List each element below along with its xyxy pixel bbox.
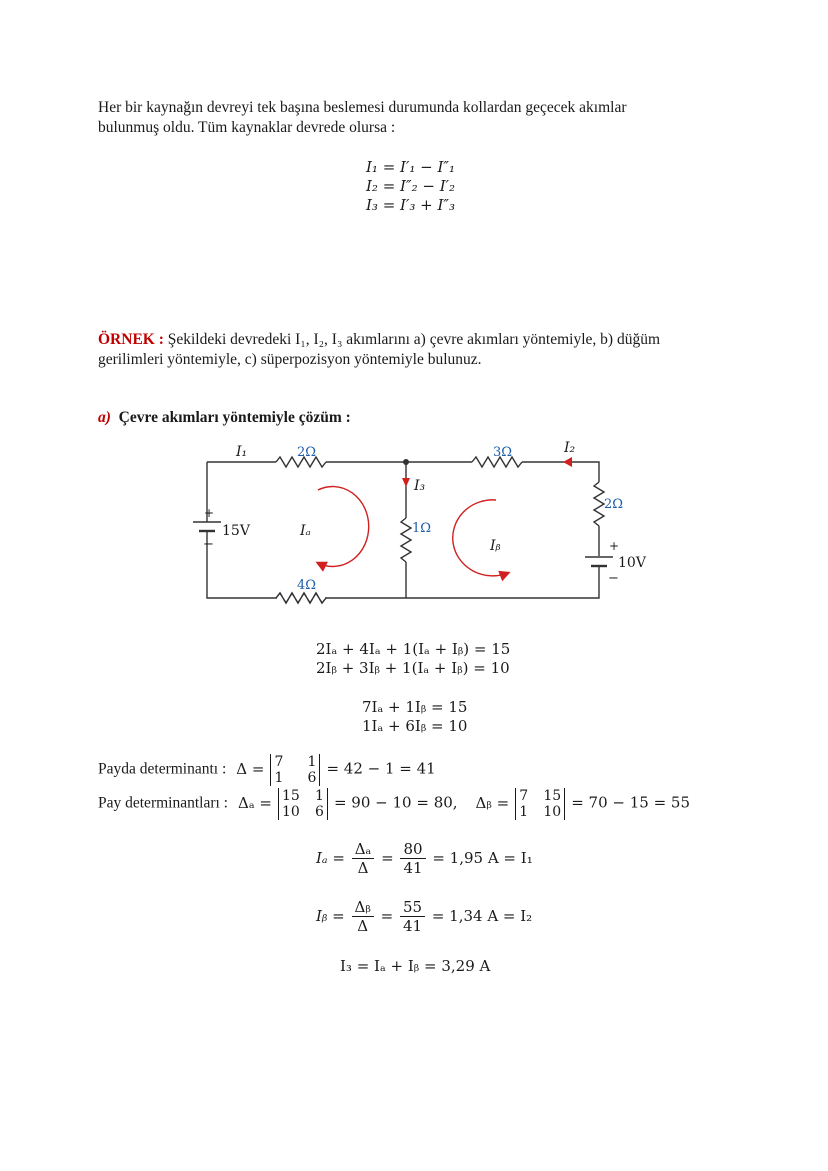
resistor-right [594, 482, 604, 526]
simplified-equation-b: 1Iₐ + 6Iᵦ = 10 [362, 717, 468, 735]
solution-ib-rhs: = 1,34 A = I₂ [431, 907, 533, 925]
equation-i2: I₂ = I″₂ − I′₂ [366, 177, 456, 195]
section-a-title: Çevre akımları yöntemiyle çözüm : [118, 409, 351, 426]
label-minus-right: − [608, 571, 619, 586]
denominator-determinant [98, 754, 436, 786]
circuit-diagram [180, 435, 646, 615]
numerator-label: Pay determinantları : [98, 794, 228, 812]
label-r-right: 2Ω [604, 497, 624, 512]
denominator-result: = 42 − 1 = 41 [326, 759, 436, 778]
label-plus-left: + [204, 506, 215, 520]
equation-i3: I₃ = I′₃ + I″₃ [366, 196, 456, 214]
wire-top-right [522, 462, 599, 482]
delta-b-result: = 70 − 15 = 55 [571, 793, 690, 812]
resistor-middle [401, 518, 411, 562]
solution-ib-frac1: $\frac{\text{Δᵦ}}{\Delta}$ [352, 898, 374, 935]
label-v-right: 10V [618, 555, 646, 571]
delta-a-symbol: Δₐ = [238, 793, 272, 812]
i3-arrow [402, 478, 410, 487]
mesh-a-arrow [318, 487, 369, 567]
wire-right-bottom [207, 531, 599, 598]
label-i1: I₁ [236, 444, 248, 460]
denominator-matrix: 7 1 1 6 [270, 754, 320, 786]
solution-ib-frac2: $\frac{55}{41}$ [400, 898, 425, 935]
label-ia: Iₐ [300, 523, 311, 539]
simplified-equation-a: 7Iₐ + 1Iᵦ = 15 [362, 698, 468, 716]
intro-paragraph [98, 98, 758, 138]
numerator-determinants [98, 788, 690, 820]
mesh-equations [316, 640, 510, 678]
solution-ib: Iᵦ = $\frac{\text{Δᵦ}}{\Delta}$ = $\frac{55}{41}$ = 1,34 A = I₂ [316, 898, 533, 935]
denominator-symbol: Δ = [236, 759, 265, 778]
section-a-heading [98, 408, 351, 428]
label-r-top-left: 2Ω [297, 445, 317, 460]
label-i2: I₂ [564, 440, 576, 456]
example-text-2: gerilimleri yöntemiyle, c) süperpozisyon yöntemiyle bulunuz. [98, 351, 482, 368]
label-r-middle: 1Ω [412, 521, 432, 536]
solution-ia-lhs: Iₐ = [316, 849, 345, 867]
mesh-equation-a: 2Iₐ + 4Iₐ + 1(Iₐ + Iᵦ) = 15 [316, 640, 511, 658]
simplified-equations [362, 698, 467, 736]
label-minus-left: − [203, 537, 214, 552]
label-i3: I₃ [414, 478, 426, 494]
delta-b-matrix: 7 15 1 10 [515, 788, 565, 820]
section-a-letter: a) [98, 409, 111, 426]
solution-ib-lhs: Iᵦ = [316, 907, 345, 925]
intro-line-2: bulunmuş oldu. Tüm kaynaklar devrede olursa : [98, 119, 396, 136]
mesh-equation-b: 2Iᵦ + 3Iᵦ + 1(Iₐ + Iᵦ) = 10 [316, 659, 510, 677]
example-label: ÖRNEK : [98, 331, 164, 348]
label-plus-right: + [609, 539, 620, 553]
junction-node [403, 459, 409, 465]
label-r-top-right: 3Ω [493, 445, 513, 460]
equation-i1: I₁ = I′₁ − I″₁ [366, 158, 456, 176]
delta-a-matrix: 15 1 10 6 [278, 788, 328, 820]
superposition-equations [366, 158, 455, 215]
intro-line-1: Her bir kaynağın devreyi tek başına beslemesi durumunda kollardan geçecek akımlar [98, 99, 627, 116]
example-statement [98, 330, 758, 370]
solution-i3: I₃ = Iₐ + Iᵦ = 3,29 A [340, 957, 491, 975]
label-r-bottom: 4Ω [297, 578, 317, 593]
delta-a-result: = 90 − 10 = 80, [333, 793, 458, 812]
solution-ia-rhs: = 1,95 A = I₁ [432, 849, 533, 867]
label-ib: Iᵦ [490, 538, 501, 554]
solution-ia-frac2: $\frac{80}{41}$ [400, 840, 425, 877]
i2-arrow [563, 457, 572, 467]
label-v-left: 15V [222, 523, 250, 539]
solution-ia-frac1: $\frac{\text{Δₐ}}{\Delta}$ [352, 840, 375, 877]
denominator-label: Payda determinantı : [98, 760, 227, 778]
example-text-1: Şekildeki devredeki I₁, I₂, I₃ akımlarını a) çevre akımları yöntemiyle, b) düğüm [163, 331, 660, 348]
solution-ia: Iₐ = $\frac{\text{Δₐ}}{\Delta}$ = $\frac{80}{41}$ = 1,95 A = I₁ [316, 840, 533, 877]
delta-b-symbol: Δᵦ = [475, 793, 510, 812]
